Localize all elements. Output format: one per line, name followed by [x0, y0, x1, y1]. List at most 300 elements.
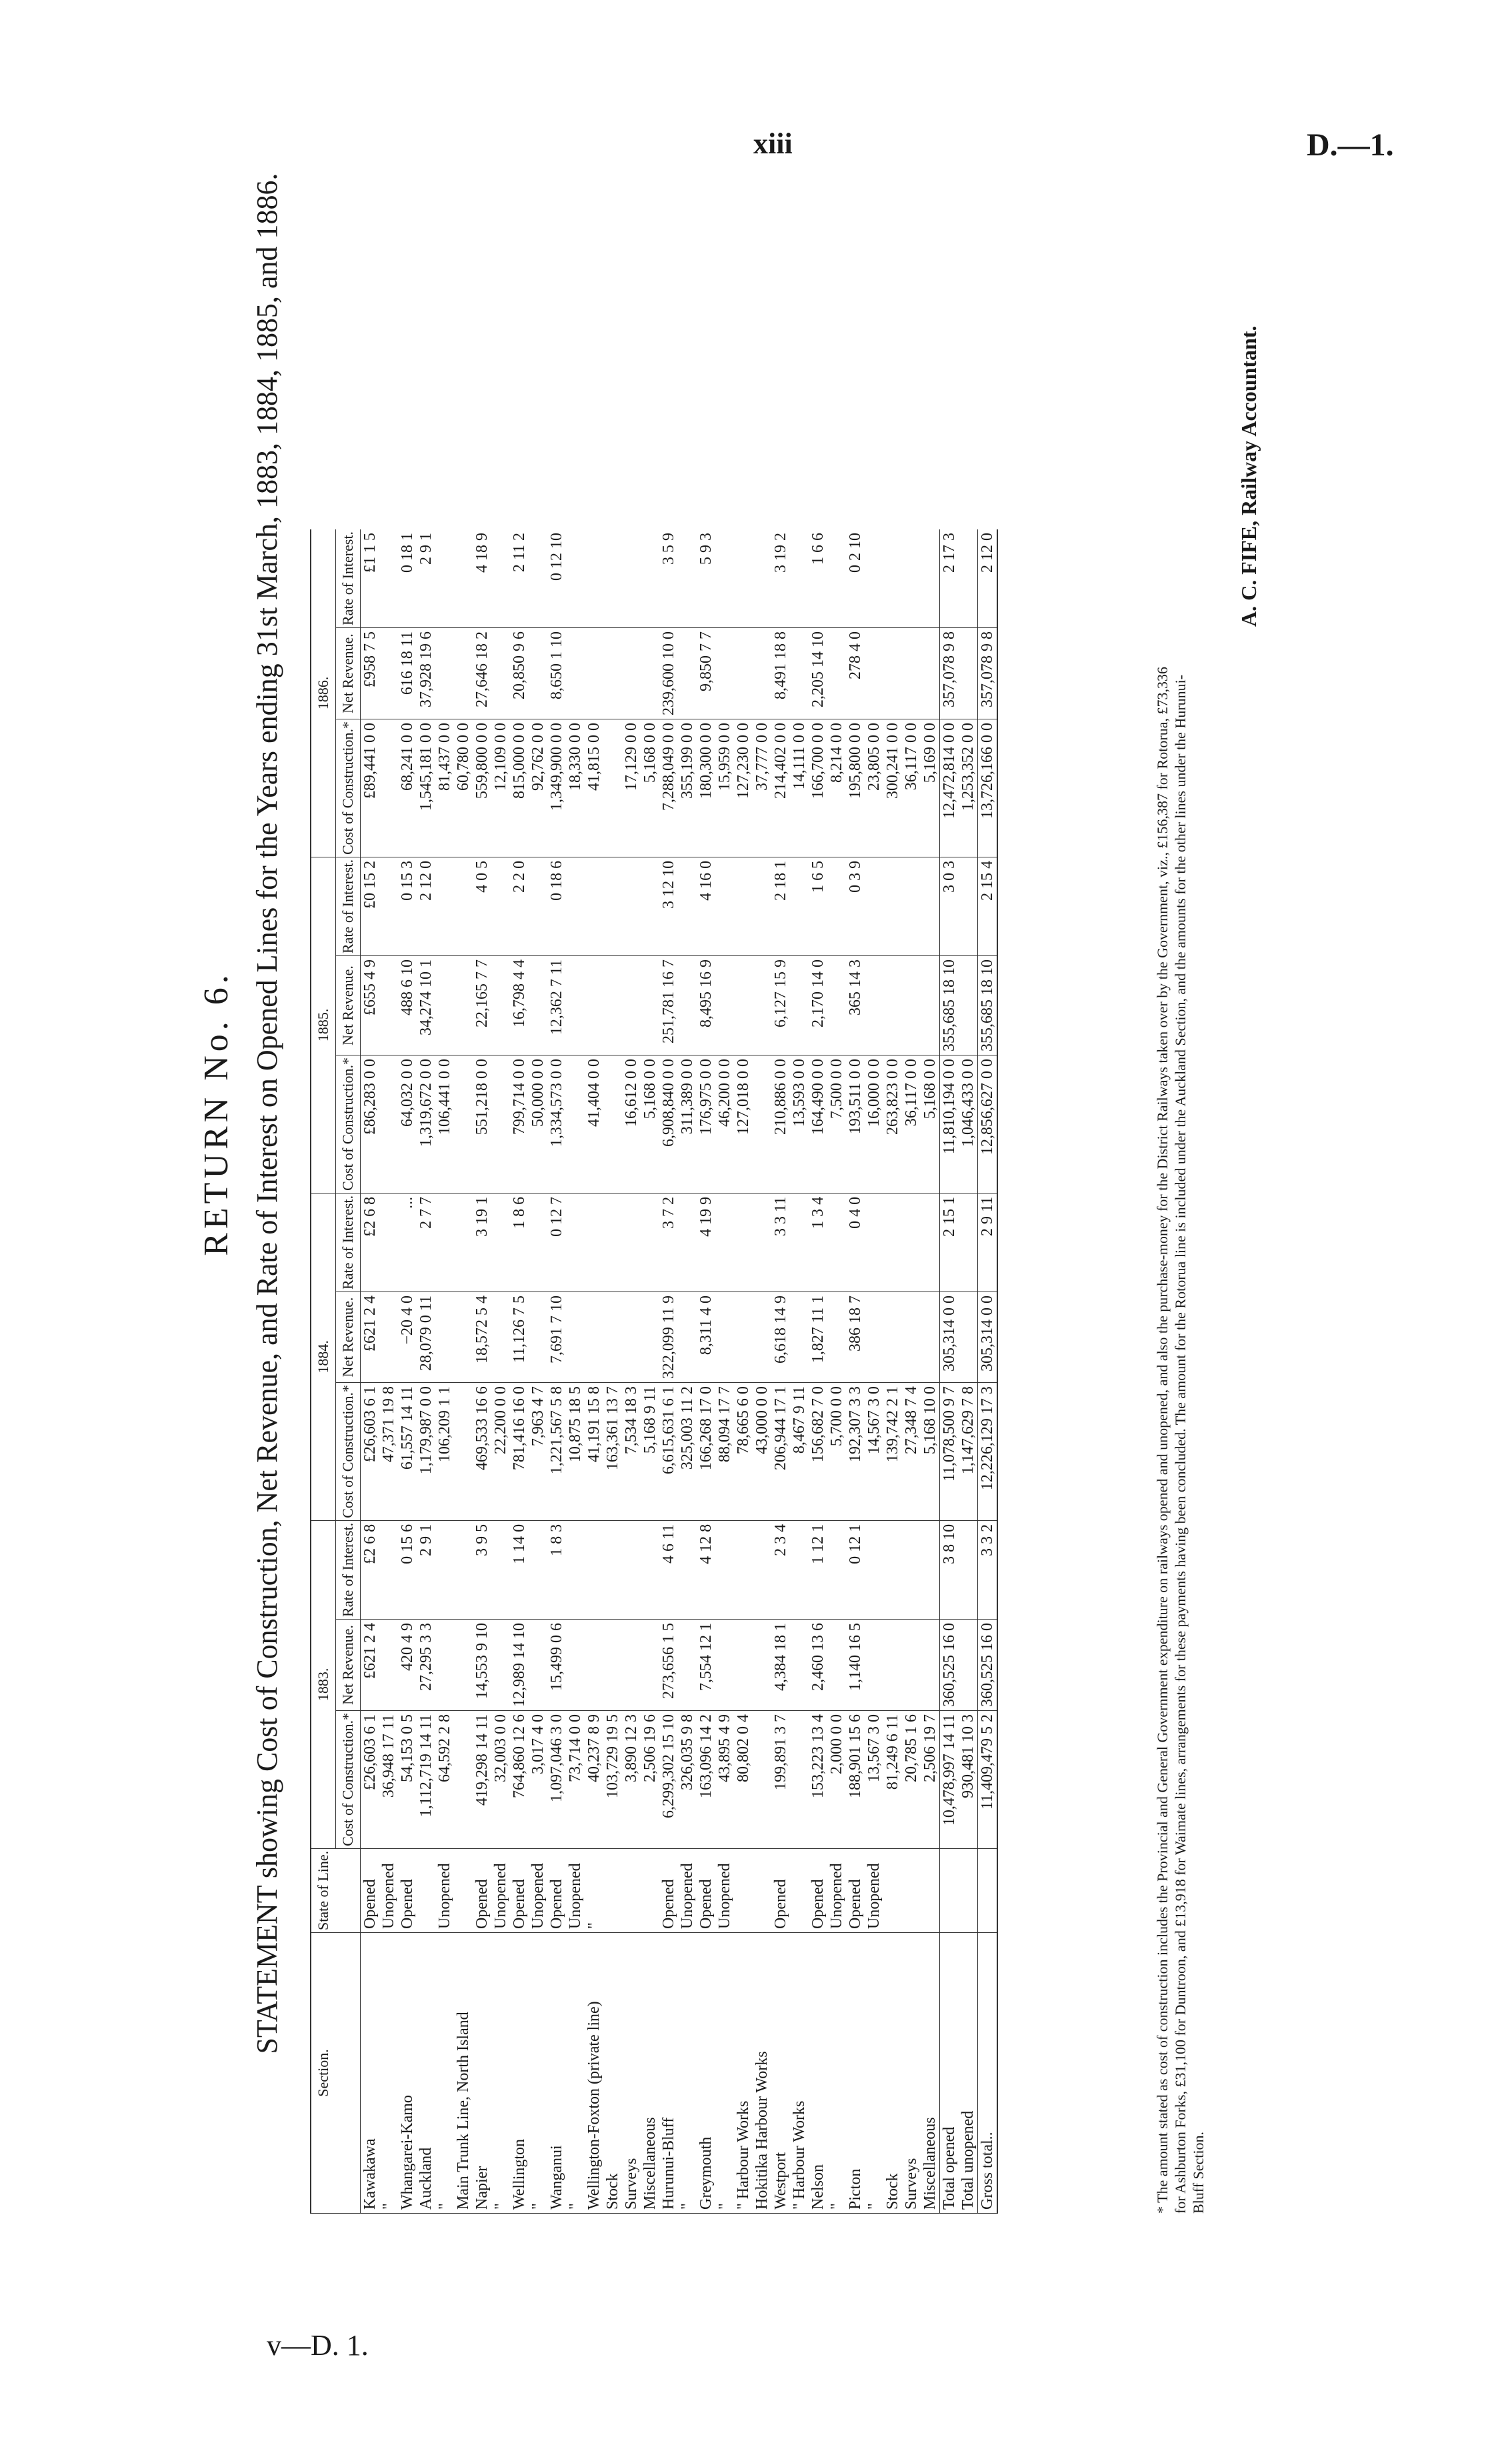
cost-cell: 81,437 0 0 — [435, 719, 454, 857]
cost-cell — [566, 1055, 585, 1193]
table-row — [715, 529, 734, 2214]
revenue-cell — [865, 1292, 883, 1382]
rate-cell: 1 6 5 — [809, 857, 827, 955]
cost-cell — [790, 1711, 809, 1849]
cost-cell: 64,592 2 8 — [435, 1711, 454, 1849]
section-cell: Surveys — [902, 1933, 921, 2214]
rate-cell: 3 0 3 — [940, 857, 959, 955]
col-state: State of Line. — [311, 1848, 361, 1932]
section-cell: Miscellaneous — [641, 1933, 659, 2214]
revenue-cell — [603, 628, 622, 719]
state-cell: Unopened — [827, 1848, 846, 1932]
rate-cell — [585, 1520, 603, 1619]
state-cell: Unopened — [865, 1848, 883, 1932]
revenue-cell — [491, 1620, 510, 1711]
state-cell — [454, 1848, 473, 1932]
section-cell: Total opened — [940, 1933, 959, 2214]
revenue-cell: 1,827 11 1 — [809, 1292, 827, 1382]
rate-cell — [921, 1520, 940, 1619]
revenue-cell — [603, 1620, 622, 1711]
state-cell: Opened — [361, 1848, 380, 1932]
rate-cell — [641, 857, 659, 955]
section-cell: Westport — [771, 1933, 790, 2214]
revenue-cell — [678, 956, 697, 1055]
revenue-cell: 1,140 16 5 — [846, 1620, 865, 1711]
section-cell: Napier — [473, 1933, 491, 2214]
state-cell: Unopened — [678, 1848, 697, 1932]
cost-cell: 12,226,129 17 3 — [978, 1383, 998, 1521]
cost-cell: 14,111 0 0 — [790, 719, 809, 857]
revenue-cell: 360,525 16 0 — [978, 1620, 998, 1711]
state-cell — [417, 1848, 435, 1932]
rate-cell: 1 12 1 — [809, 1520, 827, 1619]
cost-cell: 5,168 0 0 — [641, 1055, 659, 1193]
revenue-cell: 28,079 0 11 — [417, 1292, 435, 1382]
rate-cell: 1 8 3 — [547, 1520, 566, 1619]
revenue-cell — [585, 628, 603, 719]
rate-cell: 2 12 0 — [978, 529, 998, 628]
rate-cell — [491, 529, 510, 628]
cost-cell: 166,268 17 0 — [697, 1383, 715, 1521]
cost-cell: 799,714 0 0 — [510, 1055, 529, 1193]
table-row — [678, 529, 697, 2214]
cost-cell: 3,017 4 0 — [529, 1711, 547, 1849]
revenue-cell — [566, 628, 585, 719]
revenue-cell: 386 18 7 — [846, 1292, 865, 1382]
rate-cell: 2 7 7 — [417, 1193, 435, 1292]
revenue-cell: 278 4 0 — [846, 628, 865, 719]
rate-cell: £2 6 8 — [361, 1193, 380, 1292]
revenue-cell — [622, 956, 641, 1055]
rate-cell — [715, 857, 734, 955]
rate-cell — [379, 529, 398, 628]
cost-cell: 10,478,997 14 11 — [940, 1711, 959, 1849]
cost-cell: 764,860 12 6 — [510, 1711, 529, 1849]
rate-cell: 0 4 0 — [846, 1193, 865, 1292]
revenue-cell: 365 14 3 — [846, 956, 865, 1055]
cost-cell: 5,169 0 0 — [921, 719, 940, 857]
col-rate: Rate of Interest. — [336, 857, 361, 955]
table-row — [510, 529, 529, 2214]
cost-cell: 106,441 0 0 — [435, 1055, 454, 1193]
page-number: xiii — [753, 127, 793, 160]
rate-cell: 2 11 2 — [510, 529, 529, 628]
col-revenue: Net Revenue. — [336, 1292, 361, 1382]
cost-cell: 1,112,719 14 11 — [417, 1711, 435, 1849]
cost-cell: 50,000 0 0 — [529, 1055, 547, 1193]
state-cell — [883, 1848, 902, 1932]
revenue-cell — [902, 956, 921, 1055]
col-cost: Cost of Construction.* — [336, 1711, 361, 1849]
section-cell: Nelson — [809, 1933, 827, 2214]
rate-cell — [790, 1520, 809, 1619]
state-cell — [734, 1848, 753, 1932]
revenue-cell: 12,989 14 10 — [510, 1620, 529, 1711]
rate-cell — [491, 1193, 510, 1292]
revenue-cell: 14,553 9 10 — [473, 1620, 491, 1711]
rate-cell — [734, 1193, 753, 1292]
cost-cell: 64,032 0 0 — [398, 1055, 417, 1193]
cost-cell: 311,389 0 0 — [678, 1055, 697, 1193]
col-rate: Rate of Interest. — [336, 529, 361, 628]
return-title: RETURN No. 6. — [197, 971, 235, 1256]
cost-cell: 1,253,352 0 0 — [959, 719, 978, 857]
cost-cell: 16,612 0 0 — [622, 1055, 641, 1193]
section-cell: " Harbour Works — [790, 1933, 809, 2214]
table-row — [547, 529, 566, 2214]
cost-cell: 47,371 19 8 — [379, 1383, 398, 1521]
rate-cell: 0 15 6 — [398, 1520, 417, 1619]
cost-cell: 2,000 0 0 — [827, 1711, 846, 1849]
rate-cell — [641, 1520, 659, 1619]
rate-cell — [603, 529, 622, 628]
revenue-cell: 357,078 9 8 — [978, 628, 998, 719]
section-cell: " — [435, 1933, 454, 2214]
revenue-cell — [883, 956, 902, 1055]
cost-cell: 1,545,181 0 0 — [417, 719, 435, 857]
section-cell: " — [715, 1933, 734, 2214]
col-cost: Cost of Construction.* — [336, 1055, 361, 1193]
cost-cell: 469,533 16 6 — [473, 1383, 491, 1521]
cost-cell: £26,603 6 1 — [361, 1383, 380, 1521]
cost-cell: 13,593 0 0 — [790, 1055, 809, 1193]
revenue-cell — [865, 628, 883, 719]
revenue-cell — [603, 1292, 622, 1382]
rate-cell — [734, 1520, 753, 1619]
cost-cell: 11,810,194 0 0 — [940, 1055, 959, 1193]
revenue-cell: 322,099 11 9 — [659, 1292, 678, 1382]
cost-cell: 180,300 0 0 — [697, 719, 715, 857]
cost-cell: 1,221,567 5 8 — [547, 1383, 566, 1521]
section-cell: Total unopened — [959, 1933, 978, 2214]
rate-cell: 4 6 11 — [659, 1520, 678, 1619]
rate-cell: 1 6 6 — [809, 529, 827, 628]
cost-cell: £89,441 0 0 — [361, 719, 380, 857]
revenue-cell — [529, 956, 547, 1055]
rate-cell — [379, 857, 398, 955]
rate-cell: 3 19 1 — [473, 1193, 491, 1292]
col-cost: Cost of Construction.* — [336, 719, 361, 857]
cost-cell: 1,319,672 0 0 — [417, 1055, 435, 1193]
revenue-cell — [715, 1620, 734, 1711]
revenue-cell — [585, 1620, 603, 1711]
rate-cell — [622, 857, 641, 955]
rate-cell — [790, 857, 809, 955]
state-cell: " — [585, 1848, 603, 1932]
revenue-cell — [753, 1292, 771, 1382]
cost-cell: 7,963 4 7 — [529, 1383, 547, 1521]
revenue-cell: 8,650 1 10 — [547, 628, 566, 719]
rate-cell — [529, 1520, 547, 1619]
revenue-cell — [715, 1292, 734, 1382]
revenue-cell — [959, 628, 978, 719]
revenue-cell: 355,685 18 10 — [940, 956, 959, 1055]
revenue-cell — [641, 1620, 659, 1711]
revenue-cell — [435, 956, 454, 1055]
revenue-cell: 2,460 13 6 — [809, 1620, 827, 1711]
state-cell: Opened — [398, 1848, 417, 1932]
cost-cell: 43,000 0 0 — [753, 1383, 771, 1521]
col-year-1883: 1883. — [311, 1520, 336, 1848]
revenue-cell: −20 4 0 — [398, 1292, 417, 1382]
cost-cell: 326,035 9 8 — [678, 1711, 697, 1849]
cost-cell: 163,096 14 2 — [697, 1711, 715, 1849]
revenue-cell — [566, 956, 585, 1055]
rate-cell: 3 8 10 — [940, 1520, 959, 1619]
cost-cell: 1,349,900 0 0 — [547, 719, 566, 857]
cost-cell: 7,288,049 0 0 — [659, 719, 678, 857]
cost-cell: 78,665 6 0 — [734, 1383, 753, 1521]
cost-cell: 6,299,302 15 10 — [659, 1711, 678, 1849]
rate-cell: 2 15 1 — [940, 1193, 959, 1292]
revenue-cell — [529, 1620, 547, 1711]
cost-cell — [454, 1383, 473, 1521]
revenue-cell — [921, 628, 940, 719]
revenue-cell: 4,384 18 1 — [771, 1620, 790, 1711]
cost-cell: 54,153 0 5 — [398, 1711, 417, 1849]
rate-cell — [585, 1193, 603, 1292]
revenue-cell — [379, 1620, 398, 1711]
rate-cell — [902, 857, 921, 955]
revenue-cell: 16,798 4 4 — [510, 956, 529, 1055]
rate-cell — [921, 1193, 940, 1292]
rate-cell: 0 12 1 — [846, 1520, 865, 1619]
cost-cell: 80,802 0 4 — [734, 1711, 753, 1849]
cost-cell: 156,682 7 0 — [809, 1383, 827, 1521]
rate-cell — [883, 529, 902, 628]
revenue-cell — [959, 1292, 978, 1382]
cost-cell: 61,557 14 11 — [398, 1383, 417, 1521]
cost-cell: 27,348 7 4 — [902, 1383, 921, 1521]
rate-cell — [435, 857, 454, 955]
revenue-cell — [715, 628, 734, 719]
table-body — [361, 529, 998, 2214]
cost-cell: 263,823 0 0 — [883, 1055, 902, 1193]
cost-cell: 188,901 15 6 — [846, 1711, 865, 1849]
table-row — [435, 529, 454, 2214]
rate-cell: 0 15 3 — [398, 857, 417, 955]
rate-cell — [865, 1520, 883, 1619]
cost-cell: 40,237 8 9 — [585, 1711, 603, 1849]
rate-cell — [921, 857, 940, 955]
col-revenue: Net Revenue. — [336, 956, 361, 1055]
rate-cell: 2 15 4 — [978, 857, 998, 955]
revenue-cell — [622, 1620, 641, 1711]
cost-cell: 10,875 18 5 — [566, 1383, 585, 1521]
table-row — [622, 529, 641, 2214]
cost-cell — [491, 1055, 510, 1193]
revenue-cell — [566, 1292, 585, 1382]
revenue-cell — [959, 956, 978, 1055]
rate-cell: 4 16 0 — [697, 857, 715, 955]
rate-cell: 1 14 0 — [510, 1520, 529, 1619]
revenue-cell: 251,781 16 7 — [659, 956, 678, 1055]
cost-cell: 43,895 4 9 — [715, 1711, 734, 1849]
table-row — [641, 529, 659, 2214]
cost-cell: 37,777 0 0 — [753, 719, 771, 857]
state-cell: Opened — [473, 1848, 491, 1932]
revenue-cell — [379, 628, 398, 719]
cost-cell: 176,975 0 0 — [697, 1055, 715, 1193]
table-row — [473, 529, 491, 2214]
col-year-1884: 1884. — [311, 1193, 336, 1520]
rate-cell: 3 3 11 — [771, 1193, 790, 1292]
table-row — [865, 529, 883, 2214]
rate-cell — [678, 529, 697, 628]
revenue-cell: 488 6 10 — [398, 956, 417, 1055]
state-cell: Opened — [547, 1848, 566, 1932]
revenue-cell — [790, 1620, 809, 1711]
cost-cell: 206,944 17 1 — [771, 1383, 790, 1521]
table-row — [959, 529, 978, 2214]
revenue-cell: 27,295 3 3 — [417, 1620, 435, 1711]
revenue-cell: 239,600 10 0 — [659, 628, 678, 719]
revenue-cell: 2,205 14 10 — [809, 628, 827, 719]
state-cell — [622, 1848, 641, 1932]
revenue-cell — [435, 628, 454, 719]
revenue-cell — [678, 1292, 697, 1382]
cost-cell: 355,199 0 0 — [678, 719, 697, 857]
cost-cell: 36,948 17 11 — [379, 1711, 398, 1849]
state-cell — [790, 1848, 809, 1932]
rate-cell — [790, 529, 809, 628]
cost-cell: 166,700 0 0 — [809, 719, 827, 857]
cost-cell: 781,416 16 0 — [510, 1383, 529, 1521]
rate-cell: ... — [398, 1193, 417, 1292]
rate-cell — [790, 1193, 809, 1292]
rate-cell: £1 1 5 — [361, 529, 380, 628]
rate-cell — [603, 1520, 622, 1619]
revenue-cell: 6,618 14 9 — [771, 1292, 790, 1382]
cost-cell: 11,409,479 5 2 — [978, 1711, 998, 1849]
section-cell: Auckland — [417, 1933, 435, 2214]
rate-cell — [566, 1520, 585, 1619]
rate-cell: 1 8 6 — [510, 1193, 529, 1292]
rate-cell — [959, 1520, 978, 1619]
state-cell — [902, 1848, 921, 1932]
rate-cell — [753, 1520, 771, 1619]
cost-cell: 127,230 0 0 — [734, 719, 753, 857]
cost-cell: 1,179,987 0 0 — [417, 1383, 435, 1521]
rate-cell — [753, 857, 771, 955]
rate-cell: 3 5 9 — [659, 529, 678, 628]
cost-cell — [603, 1055, 622, 1193]
cost-cell: 13,726,166 0 0 — [978, 719, 998, 857]
rate-cell — [566, 529, 585, 628]
table-row — [771, 529, 790, 2214]
revenue-cell — [734, 956, 753, 1055]
section-cell: Stock — [603, 1933, 622, 2214]
cost-cell: 41,815 0 0 — [585, 719, 603, 857]
revenue-cell — [827, 628, 846, 719]
cost-cell: 17,129 0 0 — [622, 719, 641, 857]
revenue-cell — [753, 956, 771, 1055]
rate-cell — [753, 1193, 771, 1292]
rate-cell — [753, 529, 771, 628]
revenue-cell: 12,362 7 11 — [547, 956, 566, 1055]
rate-cell — [435, 1193, 454, 1292]
table-row — [417, 529, 435, 2214]
rate-cell — [585, 529, 603, 628]
rate-cell: £0 15 2 — [361, 857, 380, 955]
revenue-cell: 305,314 0 0 — [940, 1292, 959, 1382]
section-cell: Whangarei-Kamo — [398, 1933, 417, 2214]
section-cell: Wellington — [510, 1933, 529, 2214]
cost-cell: 214,402 0 0 — [771, 719, 790, 857]
state-cell: Unopened — [379, 1848, 398, 1932]
rate-cell — [865, 1193, 883, 1292]
revenue-cell: £655 4 9 — [361, 956, 380, 1055]
cost-cell: 930,481 10 3 — [959, 1711, 978, 1849]
rate-cell — [454, 529, 473, 628]
rate-cell — [959, 857, 978, 955]
table-row — [902, 529, 921, 2214]
revenue-cell — [902, 1620, 921, 1711]
cost-cell — [603, 719, 622, 857]
revenue-cell — [883, 1292, 902, 1382]
state-cell — [978, 1848, 998, 1932]
state-cell: Unopened — [491, 1848, 510, 1932]
section-cell: " — [529, 1933, 547, 2214]
col-cost: Cost of Construction.* — [336, 1383, 361, 1521]
rate-cell — [959, 529, 978, 628]
revenue-cell — [678, 1620, 697, 1711]
cost-cell: 15,959 0 0 — [715, 719, 734, 857]
cost-cell: 2,506 19 6 — [641, 1711, 659, 1849]
revenue-cell: 355,685 18 10 — [978, 956, 998, 1055]
table-row — [734, 529, 753, 2214]
revenue-cell — [921, 1620, 940, 1711]
table-row — [659, 529, 678, 2214]
revenue-cell: £621 2 4 — [361, 1620, 380, 1711]
revenue-cell — [622, 628, 641, 719]
rate-cell: 4 12 8 — [697, 1520, 715, 1619]
table-row — [379, 529, 398, 2214]
cost-cell: 1,147,629 7 8 — [959, 1383, 978, 1521]
rate-cell — [883, 857, 902, 955]
rate-cell — [678, 857, 697, 955]
rate-cell — [827, 529, 846, 628]
rate-cell — [921, 529, 940, 628]
revenue-cell — [603, 956, 622, 1055]
rate-cell: 2 9 1 — [417, 529, 435, 628]
section-cell: " — [827, 1933, 846, 2214]
rate-cell: £2 6 8 — [361, 1520, 380, 1619]
revenue-cell: 11,126 7 5 — [510, 1292, 529, 1382]
state-cell — [921, 1848, 940, 1932]
cost-cell: 164,490 0 0 — [809, 1055, 827, 1193]
cost-cell: 3,890 12 3 — [622, 1711, 641, 1849]
cost-cell: 103,729 19 5 — [603, 1711, 622, 1849]
revenue-cell: 360,525 16 0 — [940, 1620, 959, 1711]
revenue-cell — [959, 1620, 978, 1711]
cost-cell — [379, 719, 398, 857]
table-row — [753, 529, 771, 2214]
margin-reference: v—D. 1. — [267, 2329, 369, 2362]
cost-cell — [379, 1055, 398, 1193]
state-cell: Unopened — [529, 1848, 547, 1932]
table-row — [697, 529, 715, 2214]
revenue-cell — [529, 628, 547, 719]
cost-cell: 7,500 0 0 — [827, 1055, 846, 1193]
cost-cell: 36,117 0 0 — [902, 1055, 921, 1193]
revenue-cell — [865, 956, 883, 1055]
cost-cell: 8,467 9 11 — [790, 1383, 809, 1521]
rate-cell — [566, 857, 585, 955]
rate-cell — [827, 857, 846, 955]
revenue-cell — [566, 1620, 585, 1711]
rate-cell — [454, 857, 473, 955]
